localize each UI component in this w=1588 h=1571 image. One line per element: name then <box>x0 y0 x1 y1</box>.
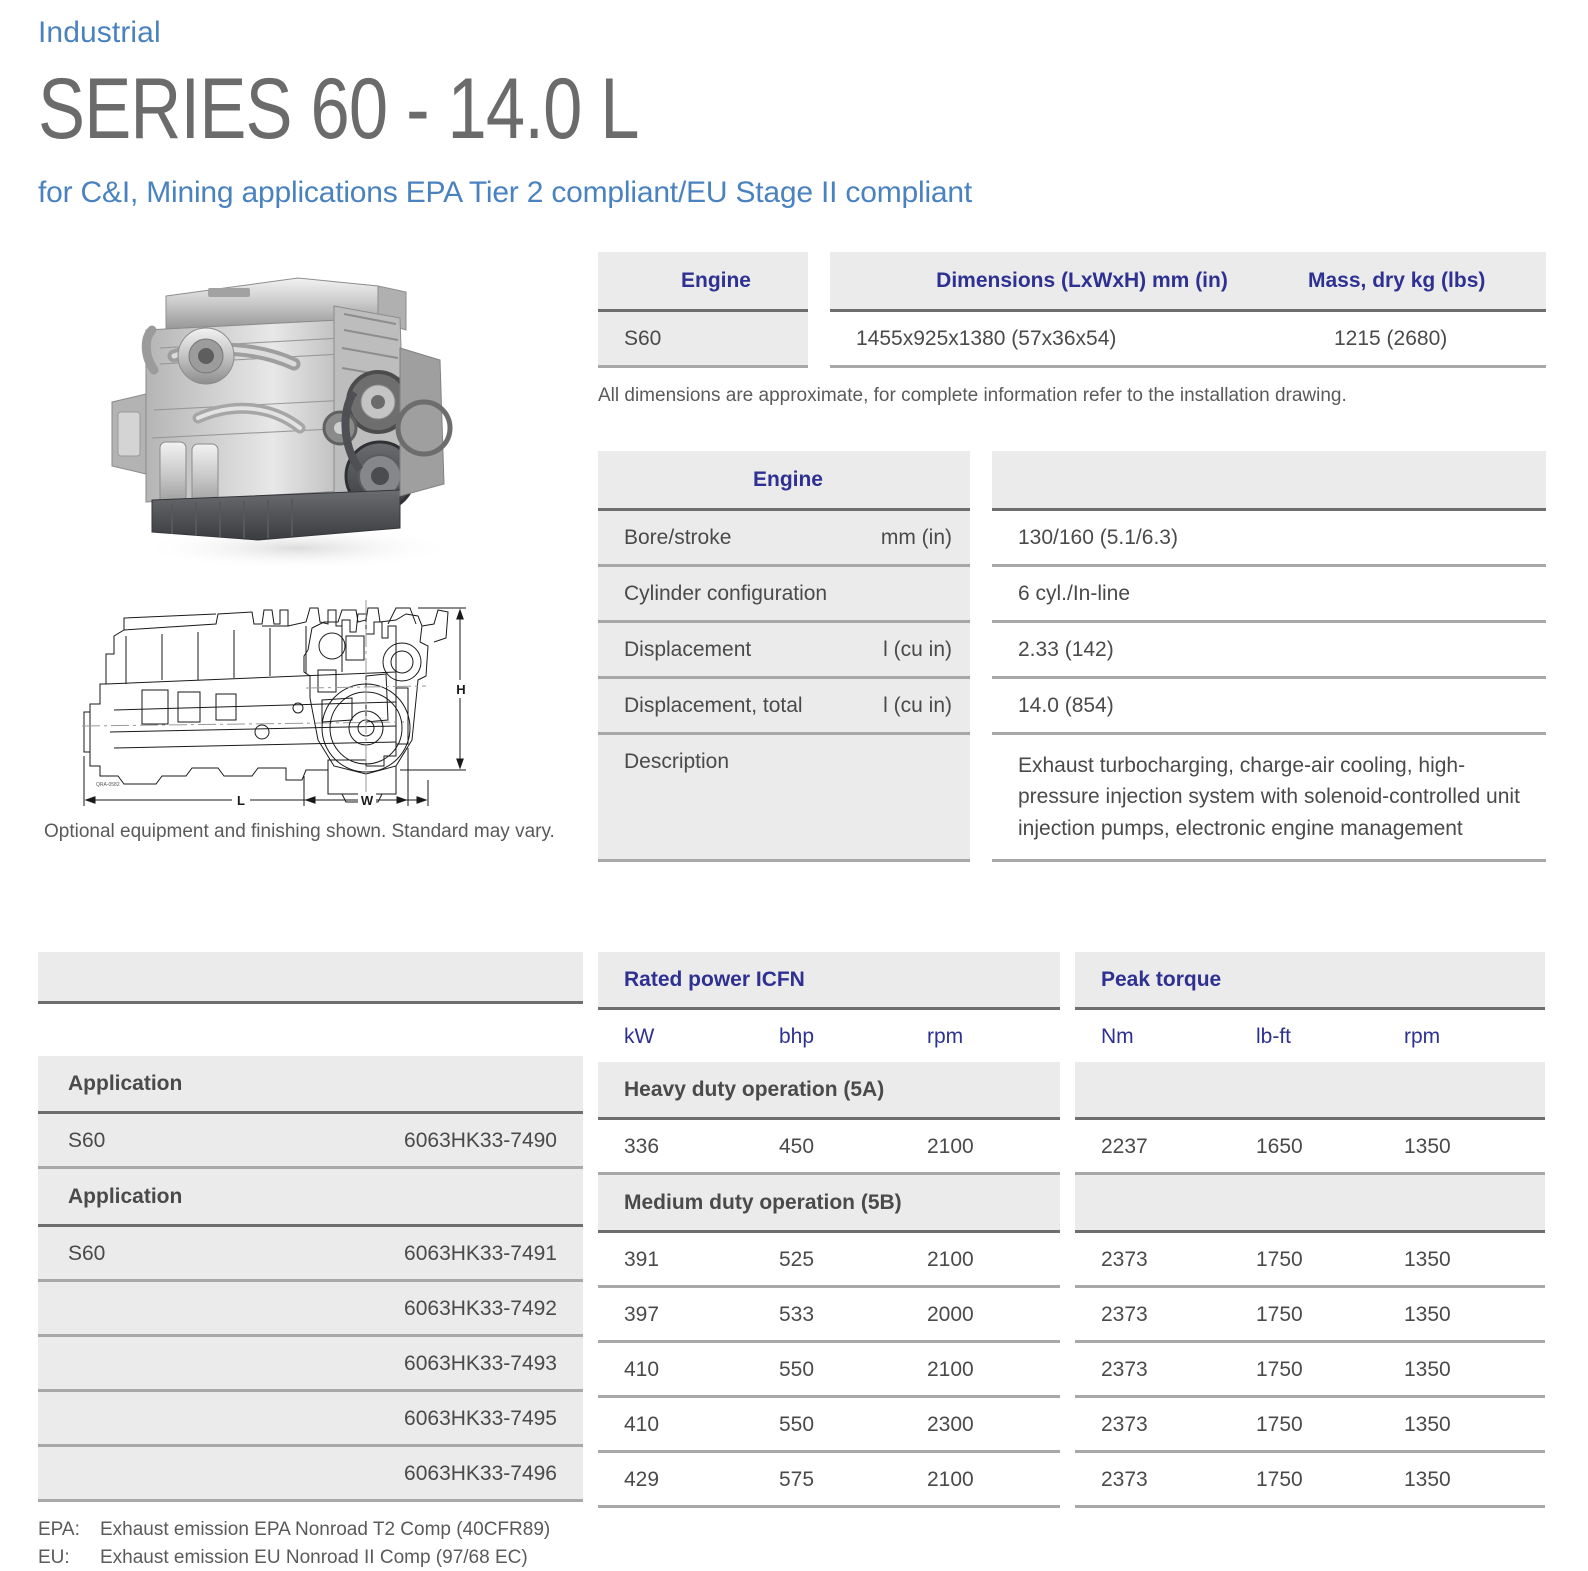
dimension-drawings <box>66 580 486 815</box>
value-lb-ft: 1750 <box>1256 1303 1303 1326</box>
value-rpm: 1350 <box>1404 1135 1451 1158</box>
column-gap <box>970 567 992 623</box>
table-header-row <box>598 451 1546 511</box>
value-nm: 2373 <box>1101 1248 1148 1271</box>
value-nm: 2237 <box>1101 1135 1148 1158</box>
spec-label-cell <box>598 679 970 735</box>
col-header-engine: Engine <box>598 252 808 312</box>
value-lb-ft: 1650 <box>1256 1135 1303 1158</box>
table-row <box>38 1227 583 1282</box>
spec-label: Cylinder configuration <box>624 581 828 605</box>
table-row <box>1075 1453 1545 1508</box>
category-eyebrow: Industrial <box>38 16 161 49</box>
cell-mass: 1215 (2680) <box>1308 312 1546 368</box>
application-name: S60 <box>68 1129 106 1152</box>
application-model: 6063HK33-7493 <box>404 1352 557 1375</box>
application-section-header-2: Application <box>38 1169 583 1227</box>
spec-value-description: Exhaust turbocharging, charge-air cooling, high-pressure injection system with solenoid-controlled unit injection pumps, electronic engine management <box>992 735 1546 863</box>
spec-label-cell <box>598 567 970 623</box>
table-row <box>1075 1343 1545 1398</box>
application-model: 6063HK33-7496 <box>404 1462 557 1485</box>
group-heading-medium-duty: Medium duty operation (5B) <box>598 1175 1060 1233</box>
value-nm: 2373 <box>1101 1358 1148 1381</box>
application-model: 6063HK33-7492 <box>404 1297 557 1320</box>
column-gap <box>970 511 992 567</box>
rated-power-units-row <box>598 1010 1060 1062</box>
application-model: 6063HK33-7490 <box>404 1129 557 1152</box>
dimensions-table <box>598 252 1546 368</box>
column-gap <box>970 451 992 511</box>
group-heading-spacer-2 <box>1075 1175 1545 1233</box>
table-row <box>598 623 1546 679</box>
drawing-label-width: W <box>360 792 374 808</box>
value-nm: 2373 <box>1101 1413 1148 1436</box>
spec-value: 2.33 (142) <box>992 623 1546 679</box>
spec-label: Description <box>624 749 730 773</box>
drawing-label-height: H <box>456 681 466 697</box>
footnote-key-epa: EPA: <box>38 1519 80 1540</box>
unit-bhp: bhp <box>779 1025 815 1048</box>
table-row <box>598 312 1546 368</box>
specifications-table <box>598 451 1546 863</box>
application-table-top-band <box>38 952 583 1004</box>
value-lb-ft: 1750 <box>1256 1358 1303 1381</box>
table-row <box>598 1233 1060 1288</box>
spec-unit: mm (in) <box>880 525 952 549</box>
column-gap <box>970 735 992 863</box>
column-gap <box>808 312 830 368</box>
table-row <box>1075 1233 1545 1288</box>
value-rpm: 1350 <box>1404 1413 1451 1436</box>
table-row <box>598 1398 1060 1453</box>
value-bhp: 525 <box>779 1248 815 1271</box>
left-column <box>38 252 583 843</box>
drawing-label-length: L <box>237 792 245 808</box>
unit-rpm: rpm <box>927 1025 964 1048</box>
spec-unit: l (cu in) <box>883 693 952 717</box>
table-row <box>1075 1120 1545 1175</box>
column-gap <box>808 252 830 312</box>
table-row <box>38 1337 583 1392</box>
col-header-engine-spec: Engine <box>598 451 970 511</box>
unit-nm: Nm <box>1101 1025 1134 1048</box>
value-lb-ft: 1750 <box>1256 1413 1303 1436</box>
table-row <box>598 679 1546 735</box>
svg-text:QRA-0582: QRA-0582 <box>96 781 120 788</box>
table-row <box>598 1120 1060 1175</box>
application-name: S60 <box>68 1242 106 1265</box>
value-rpm: 2100 <box>927 1135 974 1158</box>
group-heading-spacer-1 <box>1075 1062 1545 1120</box>
peak-torque-units-row <box>1075 1010 1545 1062</box>
table-row <box>598 511 1546 567</box>
value-bhp: 533 <box>779 1303 815 1326</box>
value-rpm: 2100 <box>927 1248 974 1271</box>
right-column <box>598 252 1546 863</box>
page-subtitle: for C&I, Mining applications EPA Tier 2 compliant/EU Stage II compliant <box>38 175 973 209</box>
table-row <box>598 735 1546 863</box>
footnote-key-eu: EU: <box>38 1546 70 1568</box>
table-row <box>598 1288 1060 1343</box>
table-row <box>38 1114 583 1169</box>
value-rpm: 2100 <box>927 1468 974 1491</box>
page-title: SERIES 60 - 14.0 L <box>38 60 639 157</box>
value-rpm: 2300 <box>927 1413 974 1436</box>
value-kw: 410 <box>624 1358 660 1381</box>
value-bhp: 575 <box>779 1468 815 1491</box>
spec-label-cell <box>598 623 970 679</box>
spec-unit: l (cu in) <box>883 637 952 661</box>
value-kw: 336 <box>624 1135 660 1158</box>
value-kw: 397 <box>624 1303 660 1326</box>
peak-torque-title: Peak torque <box>1075 952 1545 1010</box>
unit-lb-ft: lb-ft <box>1256 1025 1292 1048</box>
col-header-dimensions: Dimensions (LxWxH) mm (in) <box>830 252 1308 312</box>
value-kw: 391 <box>624 1248 660 1271</box>
cell-engine: S60 <box>598 312 808 368</box>
table-row <box>598 1343 1060 1398</box>
value-bhp: 450 <box>779 1135 815 1158</box>
table-header-row <box>598 252 1546 312</box>
col-header-mass: Mass, dry kg (lbs) <box>1308 252 1546 312</box>
table-row <box>38 1392 583 1447</box>
application-section-header-1: Application <box>38 1056 583 1114</box>
value-lb-ft: 1750 <box>1256 1468 1303 1491</box>
table-row <box>1075 1398 1545 1453</box>
value-bhp: 550 <box>779 1358 815 1381</box>
value-rpm: 1350 <box>1404 1358 1451 1381</box>
table-row <box>1075 1288 1545 1343</box>
spec-label-cell <box>598 511 970 567</box>
rated-power-title: Rated power ICFN <box>598 952 1060 1010</box>
value-kw: 429 <box>624 1468 660 1491</box>
value-rpm: 2000 <box>927 1303 974 1326</box>
table-row <box>38 1282 583 1337</box>
footnote-text-epa: Exhaust emission EPA Nonroad T2 Comp (40CFR89) <box>100 1519 551 1540</box>
value-nm: 2373 <box>1101 1468 1148 1491</box>
rated-power-table <box>598 952 1060 1508</box>
col-header-value-blank <box>992 451 1546 511</box>
column-gap <box>970 623 992 679</box>
application-model: 6063HK33-7495 <box>404 1407 557 1430</box>
spec-label-cell <box>598 735 970 863</box>
value-rpm: 1350 <box>1404 1468 1451 1491</box>
spec-label: Displacement <box>624 637 752 661</box>
value-bhp: 550 <box>779 1413 815 1436</box>
spec-label: Bore/stroke <box>624 525 732 549</box>
unit-kw: kW <box>624 1025 655 1048</box>
footnote-eu <box>38 1544 550 1571</box>
value-rpm: 1350 <box>1404 1303 1451 1326</box>
value-kw: 410 <box>624 1413 660 1436</box>
table-row <box>598 1453 1060 1508</box>
spec-value: 6 cyl./In-line <box>992 567 1546 623</box>
footnote-text-eu: Exhaust emission EU Nonroad II Comp (97/68 EC) <box>100 1546 528 1568</box>
spec-label: Displacement, total <box>624 693 803 717</box>
column-gap <box>970 679 992 735</box>
footnote-epa <box>38 1516 550 1544</box>
unit-rpm: rpm <box>1404 1025 1441 1048</box>
value-nm: 2373 <box>1101 1303 1148 1326</box>
table-row <box>38 1447 583 1502</box>
engine-photo <box>48 252 548 572</box>
cell-dimensions: 1455x925x1380 (57x36x54) <box>830 312 1308 368</box>
photo-caption: Optional equipment and finishing shown. Standard may vary. <box>44 820 555 842</box>
table-row <box>598 567 1546 623</box>
peak-torque-table <box>1075 952 1545 1508</box>
group-heading-heavy-duty: Heavy duty operation (5A) <box>598 1062 1060 1120</box>
spec-value: 130/160 (5.1/6.3) <box>992 511 1546 567</box>
value-rpm: 1350 <box>1404 1248 1451 1271</box>
spec-value: 14.0 (854) <box>992 679 1546 735</box>
footnotes <box>38 1516 550 1571</box>
dimensions-note: All dimensions are approximate, for complete information refer to the installation drawing. <box>598 384 1347 406</box>
value-rpm: 2100 <box>927 1358 974 1381</box>
application-table <box>38 952 583 1502</box>
page-header <box>0 0 1588 210</box>
application-model: 6063HK33-7491 <box>404 1242 557 1265</box>
value-lb-ft: 1750 <box>1256 1248 1303 1271</box>
